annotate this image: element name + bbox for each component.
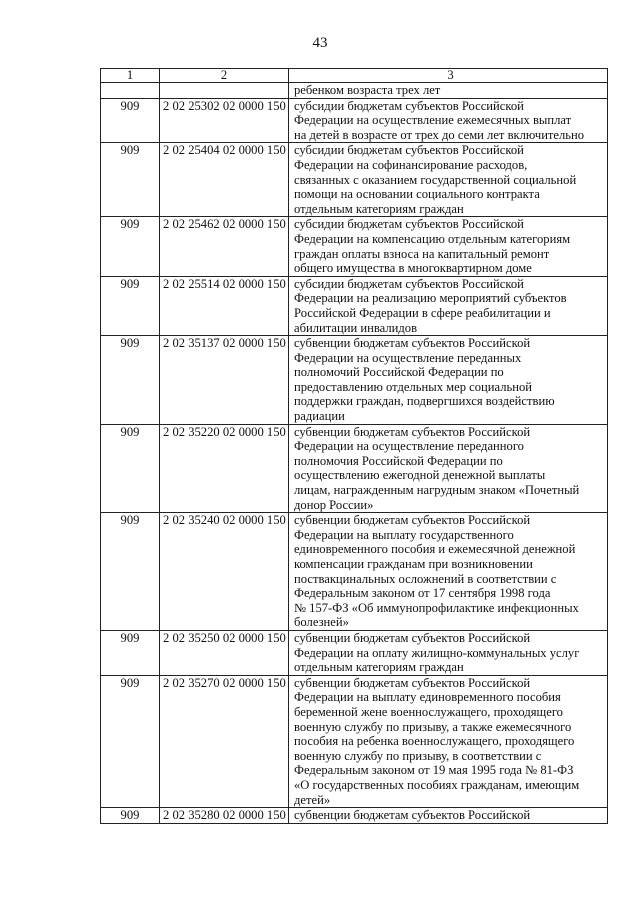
- description-line: предоставлению отдельных мер социальной: [294, 379, 533, 394]
- column-header-1: 1: [101, 69, 160, 83]
- budget-classification-code-cell: 2 02 35240 02 0000 150: [160, 513, 289, 631]
- revenue-description-cell: [289, 630, 608, 675]
- description-line: Федерации на осуществление переданных: [294, 350, 522, 365]
- description-line: связанных с оказанием государственной социальной: [294, 172, 577, 187]
- description-line: субвенции бюджетам субъектов Российской: [294, 675, 531, 690]
- description-line: Федерации на выплату единовременного пособия: [294, 690, 561, 705]
- description-line: лицам, награжденным нагрудным знаком «Почетный: [294, 483, 580, 498]
- description-line: на детей в возрасте от трех до семи лет включительно: [294, 127, 585, 142]
- admin-code-cell: 909: [101, 424, 160, 513]
- table-row: [101, 630, 608, 675]
- description-line: пособия на ребенка военнослужащего, проходящего: [294, 734, 575, 749]
- admin-code-cell: 909: [101, 276, 160, 335]
- admin-code-cell: 909: [101, 808, 160, 824]
- budget-classification-code-cell: [160, 83, 289, 99]
- column-header-2: 2: [160, 69, 289, 83]
- description-line: субвенции бюджетам субъектов Российской: [294, 808, 531, 823]
- budget-classification-code-cell: 2 02 35270 02 0000 150: [160, 675, 289, 807]
- description-line: субсидии бюджетам субъектов Российской: [294, 143, 524, 158]
- description-line: Федерации на реализацию мероприятий субъектов: [294, 291, 567, 306]
- budget-revenue-table: [100, 68, 608, 824]
- admin-code-cell: 909: [101, 143, 160, 217]
- revenue-description-cell: [289, 276, 608, 335]
- description-line: Федерации на осуществление ежемесячных выплат: [294, 113, 572, 128]
- description-line: субсидии бюджетам субъектов Российской: [294, 217, 524, 232]
- table-row: [101, 217, 608, 276]
- description-line: Федерации на осуществление переданного: [294, 439, 524, 454]
- description-line: ребенком возраста трех лет: [294, 83, 441, 97]
- budget-classification-code-cell: 2 02 35250 02 0000 150: [160, 630, 289, 675]
- description-line: Федерации на компенсацию отдельным категориям: [294, 231, 571, 246]
- description-line: донор России»: [294, 497, 374, 512]
- description-line: «О государственных пособиях гражданам, имеющим: [294, 777, 580, 792]
- table-header-row: [101, 69, 608, 83]
- table-row: [101, 83, 608, 99]
- description-line: Федеральным законом от 17 сентября 1998 года: [294, 586, 551, 601]
- revenue-description-cell: [289, 217, 608, 276]
- description-line: детей»: [294, 792, 331, 807]
- admin-code-cell: 909: [101, 630, 160, 675]
- revenue-description-cell: [289, 424, 608, 513]
- description-line: отдельным категориям граждан: [294, 660, 464, 675]
- description-line: полномочий Российской Федерации по: [294, 365, 504, 380]
- admin-code-cell: 909: [101, 675, 160, 807]
- admin-code-cell: 909: [101, 98, 160, 143]
- description-line: Российской Федерации в сфере реабилитации и: [294, 305, 551, 320]
- revenue-description-cell: [289, 336, 608, 425]
- description-line: отдельным категориям граждан: [294, 201, 464, 216]
- table-row: [101, 675, 608, 807]
- description-line: поствакцинальных осложнений в соответствии с: [294, 571, 557, 586]
- description-line: болезней»: [294, 615, 349, 630]
- description-line: № 157-ФЗ «Об иммунопрофилактике инфекционных: [294, 600, 579, 615]
- description-line: Федеральным законом от 19 мая 1995 года № 81-ФЗ: [294, 763, 574, 778]
- table-body: [101, 83, 608, 824]
- table-row: [101, 336, 608, 425]
- table-row: [101, 513, 608, 631]
- description-line: единовременного пособия и ежемесячной денежной: [294, 542, 576, 557]
- description-line: компенсации гражданам при возникновении: [294, 557, 533, 571]
- description-line: граждан оплаты взноса на капитальный ремонт: [294, 246, 550, 261]
- admin-code-cell: 909: [101, 513, 160, 631]
- description-line: Федерации на оплату жилищно-коммунальных услуг: [294, 645, 580, 660]
- budget-classification-code-cell: 2 02 25404 02 0000 150: [160, 143, 289, 217]
- column-header-3: 3: [289, 69, 608, 83]
- budget-classification-code-cell: 2 02 25514 02 0000 150: [160, 276, 289, 335]
- revenue-description-cell: [289, 83, 608, 99]
- description-line: Федерации на софинансирование расходов,: [294, 157, 528, 172]
- budget-classification-code-cell: 2 02 35137 02 0000 150: [160, 336, 289, 425]
- budget-classification-code-cell: 2 02 25302 02 0000 150: [160, 98, 289, 143]
- revenue-description-cell: [289, 143, 608, 217]
- budget-classification-code-cell: 2 02 25462 02 0000 150: [160, 217, 289, 276]
- table-row: [101, 276, 608, 335]
- admin-code-cell: [101, 83, 160, 99]
- revenue-description-cell: [289, 98, 608, 143]
- description-line: субсидии бюджетам субъектов Российской: [294, 98, 524, 113]
- revenue-description-cell: [289, 513, 608, 631]
- description-line: беременной жене военнослужащего, проходящего: [294, 704, 563, 719]
- description-line: Федерации на выплату государственного: [294, 527, 514, 542]
- admin-code-cell: 909: [101, 217, 160, 276]
- page-number: 43: [312, 35, 328, 51]
- description-line: полномочия Российской Федерации по: [294, 453, 503, 468]
- table-row: [101, 424, 608, 513]
- revenue-description-cell: [289, 808, 608, 824]
- admin-code-cell: 909: [101, 336, 160, 425]
- description-line: военную службу по призыву, а также ежемесячного: [294, 719, 572, 734]
- description-line: субсидии бюджетам субъектов Российской: [294, 276, 524, 291]
- revenue-description-cell: [289, 675, 608, 807]
- description-line: осуществлению ежегодной денежной выплаты: [294, 468, 546, 483]
- description-line: военную службу по призыву, в соответствии с: [294, 748, 542, 763]
- description-line: субвенции бюджетам субъектов Российской: [294, 513, 531, 528]
- description-line: поддержки граждан, подвергшихся воздействию: [294, 394, 555, 409]
- description-line: общего имущества в многоквартирном доме: [294, 261, 532, 276]
- description-line: помощи на основании социального контракта: [294, 187, 540, 202]
- table-row: [101, 143, 608, 217]
- budget-classification-code-cell: 2 02 35280 02 0000 150: [160, 808, 289, 824]
- description-line: субвенции бюджетам субъектов Российской: [294, 336, 531, 351]
- description-line: субвенции бюджетам субъектов Российской: [294, 424, 531, 439]
- description-line: радиации: [294, 409, 345, 424]
- description-line: субвенции бюджетам субъектов Российской: [294, 630, 531, 645]
- description-line: абилитации инвалидов: [294, 320, 418, 335]
- budget-classification-code-cell: 2 02 35220 02 0000 150: [160, 424, 289, 513]
- table-row: [101, 98, 608, 143]
- table-row: [101, 808, 608, 824]
